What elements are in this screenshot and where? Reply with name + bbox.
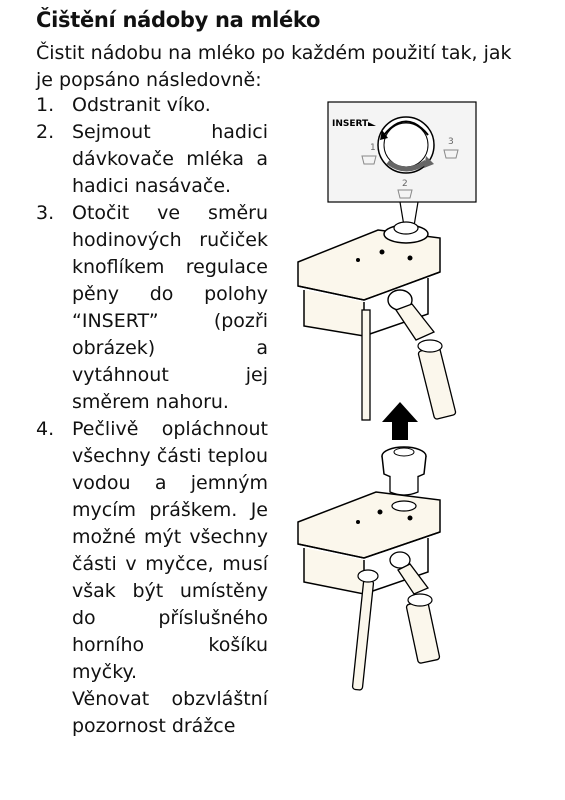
step-number: 1. xyxy=(36,94,55,116)
step-number: 4. xyxy=(36,418,55,440)
insert-label: INSERT xyxy=(332,119,369,129)
position-1-label: 1 xyxy=(370,143,376,153)
step-text: Sejmout hadici dávkovače mléka a hadici nasávače. xyxy=(72,121,268,197)
position-3-label: 3 xyxy=(448,137,454,147)
step-4 xyxy=(36,416,268,686)
intro-paragraph: Čistit nádobu na mléko po každém použití tak, jak je popsáno následovně: xyxy=(36,42,512,91)
suction-tube xyxy=(352,580,373,690)
position-2-label: 2 xyxy=(402,179,408,189)
step-text: Pečlivě opláchnout všechny části teplou vodou a jemným mycím práškem. Je možné mýt všechny části v myčce, musí však být umístěny do příslušného horního košíku myčky. xyxy=(72,418,268,683)
pull-up-arrow-icon xyxy=(382,402,418,440)
illustration-svg xyxy=(288,100,488,700)
froth-knob-removed xyxy=(382,447,426,495)
step-2 xyxy=(36,119,268,200)
step-number: 3. xyxy=(36,202,55,224)
milk-hose xyxy=(418,346,456,419)
cleaning-steps-list xyxy=(36,92,268,740)
continuation-paragraph: Věnovat obzvláštní pozornost drážce xyxy=(72,688,268,737)
milk-container-assembled xyxy=(298,222,456,420)
step-number: 2. xyxy=(36,121,55,143)
milk-container-illustration xyxy=(288,100,488,700)
step-3 xyxy=(36,200,268,416)
step-text: Odstranit víko. xyxy=(72,94,211,116)
step-1 xyxy=(36,92,268,119)
milk-hose xyxy=(406,600,440,663)
section-heading: Čištění nádoby na mléko xyxy=(36,8,321,32)
step-text: Otočit ve směru hodinových ručiček knoflíkem regulace pěny do polohy “INSERT” (pozři obrázek) a vytáhnout jej směrem nahoru. xyxy=(72,202,268,413)
suction-tube xyxy=(362,310,370,420)
dial-inset xyxy=(328,102,476,226)
milk-container-disassembled xyxy=(298,492,440,690)
